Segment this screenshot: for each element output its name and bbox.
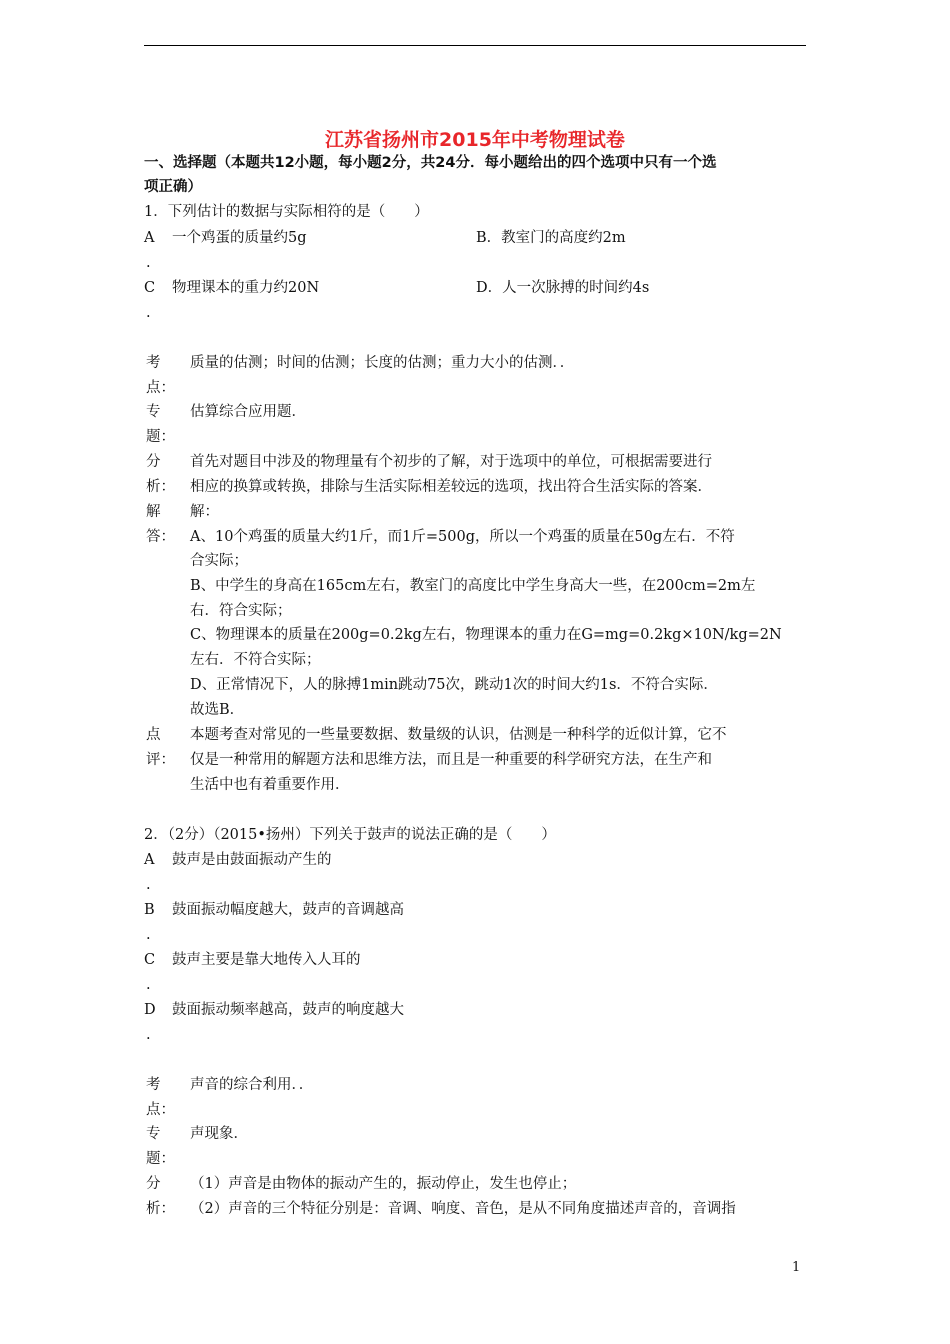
q1-zhuanti-label-2: 题： <box>146 429 175 445</box>
q1-jieda-line4: 右．符合实际； <box>190 603 292 619</box>
q1-dianping-line3: 生活中也有着重要作用． <box>190 777 350 793</box>
q1-jieda-line7: D、正常情况下，人的脉搏1min跳动75次，跳动1次的时间大约1s．不符合实际． <box>190 677 718 693</box>
section-heading-line1: 一、选择题（本题共12小题，每小题2分，共24分．每小题给出的四个选项中只有一个选 <box>144 155 717 171</box>
q1-option-a-dot: . <box>146 255 151 271</box>
q1-dianping-line2: 仅是一种常用的解题方法和思维方法，而且是一种重要的科学研究方法，在生产和 <box>190 752 712 768</box>
q1-jieda-line5: C、物理课本的质量在200g=0.2kg左右，物理课本的重力在G=mg=0.2kg×10N/kg=2N <box>190 627 782 643</box>
q1-option-b: B．教室门的高度约2m <box>476 230 626 246</box>
q2-fenxi-line1: （1）声音是由物体的振动产生的，振动停止，发生也停止； <box>190 1176 577 1192</box>
q1-zhuanti-label-1: 专 <box>146 404 161 420</box>
q2-kaodian: 声音的综合利用．． <box>190 1077 314 1093</box>
q2-option-d-dot: . <box>146 1027 151 1043</box>
page-title: 江苏省扬州市2015年中考物理试卷 <box>325 129 625 151</box>
q2-option-a-dot: . <box>146 877 151 893</box>
q1-option-d: D．人一次脉搏的时间约4s <box>476 280 650 296</box>
q1-jieda-line0: 解： <box>190 504 219 520</box>
q2-kaodian-label-1: 考 <box>146 1077 161 1093</box>
q1-option-a: 一个鸡蛋的质量约5g <box>172 230 307 246</box>
q1-jieda-line6: 左右．不符合实际； <box>190 652 321 668</box>
q1-fenxi-label-2: 析： <box>146 479 175 495</box>
q2-option-d: 鼓面振动频率越高，鼓声的响度越大 <box>172 1002 404 1018</box>
q1-jieda-label-1: 解 <box>146 504 161 520</box>
q2-zhuanti-label-2: 题： <box>146 1151 175 1167</box>
q1-jieda-line1: A、10个鸡蛋的质量大约1斤，而1斤=500g，所以一个鸡蛋的质量在50g左右．不符 <box>190 529 735 545</box>
section-heading-line2: 项正确） <box>144 179 202 195</box>
q2-option-c-dot: . <box>146 977 151 993</box>
q1-kaodian-label-2: 点： <box>146 380 175 396</box>
q2-option-b-dot: . <box>146 927 151 943</box>
q2-fenxi-label-1: 分 <box>146 1176 161 1192</box>
q1-jieda-line8: 故选B． <box>190 702 245 718</box>
q2-option-b: 鼓面振动幅度越大，鼓声的音调越高 <box>172 902 404 918</box>
q1-fenxi-label-1: 分 <box>146 454 161 470</box>
header-rule <box>144 45 806 46</box>
q2-option-b-letter: B <box>144 902 155 918</box>
q1-kaodian-label-1: 考 <box>146 355 161 371</box>
q2-zhuanti-label-1: 专 <box>146 1126 161 1142</box>
q1-dianping-label-1: 点 <box>146 727 161 743</box>
q2-fenxi-line2: （2）声音的三个特征分别是：音调、响度、音色，是从不同角度描述声音的，音调指 <box>190 1201 736 1217</box>
q2-zhuanti: 声现象． <box>190 1126 248 1142</box>
q1-option-c-dot: . <box>146 305 151 321</box>
q1-kaodian: 质量的估测；时间的估测；长度的估测；重力大小的估测．． <box>190 355 575 371</box>
q2-option-a: 鼓声是由鼓面振动产生的 <box>172 852 332 868</box>
q1-zhuanti: 估算综合应用题． <box>190 404 306 420</box>
q1-fenxi-line1: 首先对题目中涉及的物理量有个初步的了解，对于选项中的单位，可根据需要进行 <box>190 454 712 470</box>
q2-stem: 2．（2分）（2015•扬州）下列关于鼓声的说法正确的是（ ） <box>144 827 556 843</box>
q2-option-c: 鼓声主要是靠大地传入人耳的 <box>172 952 361 968</box>
q2-option-d-letter: D <box>144 1002 156 1018</box>
q2-fenxi-label-2: 析： <box>146 1201 175 1217</box>
q1-stem: 1．下列估计的数据与实际相符的是（ ） <box>144 204 429 220</box>
q1-jieda-label-2: 答： <box>146 529 175 545</box>
q1-option-a-letter: A <box>144 230 155 246</box>
q1-fenxi-line2: 相应的换算或转换，排除与生活实际相差较远的选项，找出符合生活实际的答案． <box>190 479 712 495</box>
q1-jieda-line2: 合实际； <box>190 553 248 569</box>
q1-jieda-line3: B、中学生的身高在165cm左右，教室门的高度比中学生身高大一些，在200cm=2m左 <box>190 578 756 594</box>
q2-option-a-letter: A <box>144 852 155 868</box>
q1-option-c: 物理课本的重力约20N <box>172 280 320 296</box>
q1-option-c-letter: C <box>144 280 156 296</box>
q1-dianping-label-2: 评： <box>146 752 175 768</box>
page-number: 1 <box>792 1260 801 1275</box>
q1-dianping-line1: 本题考查对常见的一些量要数据、数量级的认识，估测是一种科学的近似计算，它不 <box>190 727 727 743</box>
q2-option-c-letter: C <box>144 952 156 968</box>
q2-kaodian-label-2: 点： <box>146 1102 175 1118</box>
